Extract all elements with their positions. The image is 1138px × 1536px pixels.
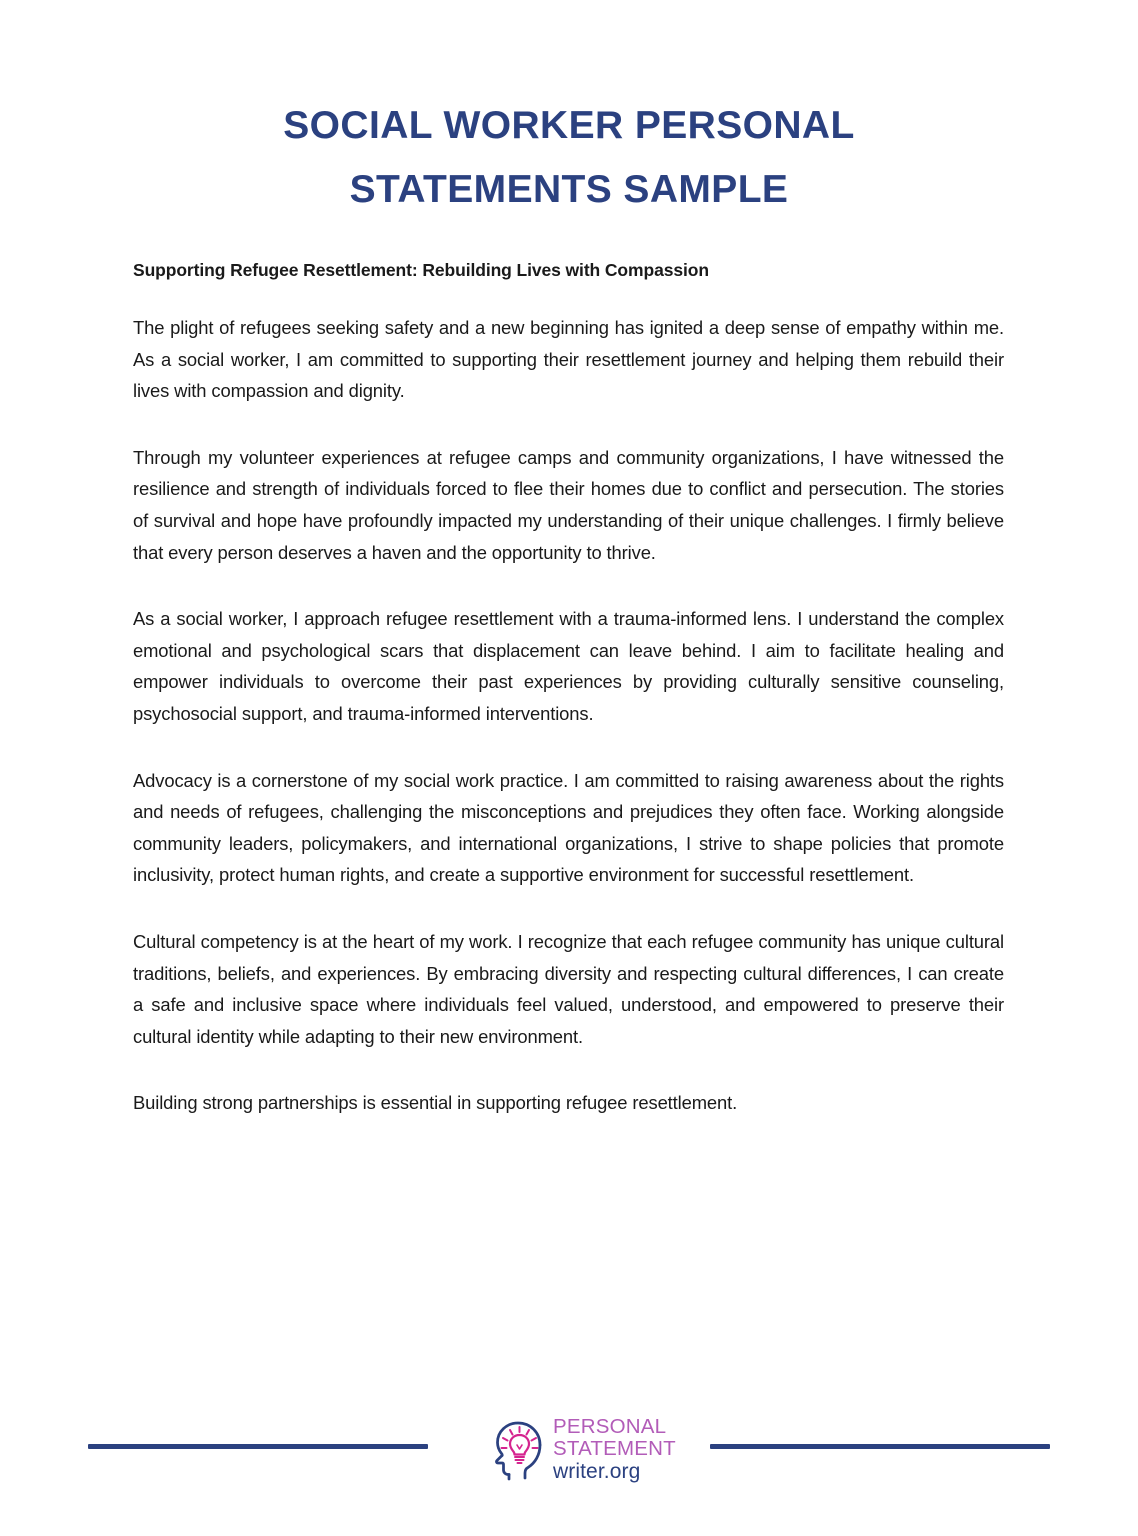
brand-logo-line-2: STATEMENT bbox=[553, 1437, 676, 1460]
body-paragraph: As a social worker, I approach refugee resettlement with a trauma-informed lens. I understand the complex emotional and psychological scars that displacement can leave behind. I aim to facilitate healing and empower individuals to overcome their past experiences by providing culturally sensitive counseling, psychosocial support, and trauma-informed interventions. bbox=[133, 608, 1004, 724]
page-title bbox=[0, 94, 1138, 222]
head-lightbulb-icon bbox=[492, 1419, 544, 1481]
body-paragraph: Through my volunteer experiences at refugee camps and community organizations, I have witnessed the resilience and strength of individuals forced to flee their homes due to conflict and persecution. The stories of survival and hope have profoundly impacted my understanding of their unique challenges. I firmly believe that every person deserves a haven and the opportunity to thrive. bbox=[133, 446, 1004, 563]
brand-logo-text bbox=[553, 1416, 676, 1484]
section-subheading: Supporting Refugee Resettlement: Rebuilding Lives with Compassion bbox=[133, 260, 709, 280]
page-title-line-2: STATEMENTS SAMPLE bbox=[349, 168, 789, 212]
body-paragraph: Cultural competency is at the heart of my work. I recognize that each refugee community has unique cultural traditions, beliefs, and experiences. By embracing diversity and respecting cultural differences, I can create a safe and inclusive space where individuals feel valued, understood, and empowered to preserve their cultural identity while adapting to their new environment. bbox=[133, 930, 1004, 1047]
body-paragraph: Advocacy is a cornerstone of my social work practice. I am committed to raising awareness about the rights and needs of refugees, challenging the misconceptions and prejudices they often face. Working alongside community leaders, policymakers, and international organizations, I strive to shape policies that promote inclusivity, protect human rights, and create a supportive environment for successful resettlement. bbox=[133, 769, 1004, 886]
body-paragraph: The plight of refugees seeking safety and a new beginning has ignited a deep sense of empathy within me. As a social worker, I am committed to supporting their resettlement journey and helping them rebuild their lives with compassion and dignity. bbox=[133, 317, 1004, 402]
body-paragraph: Building strong partnerships is essential in supporting refugee resettlement. bbox=[133, 1092, 738, 1114]
page-title-line-1: SOCIAL WORKER PERSONAL bbox=[283, 104, 855, 148]
brand-logo-line-3: writer.org bbox=[553, 1460, 641, 1483]
document-body bbox=[133, 258, 1004, 1119]
footer-divider-right bbox=[710, 1444, 1050, 1449]
footer-divider-left bbox=[88, 1444, 428, 1449]
brand-logo[interactable] bbox=[492, 1404, 676, 1496]
page-footer bbox=[0, 1398, 1138, 1508]
brand-logo-line-1: PERSONAL bbox=[553, 1415, 667, 1438]
